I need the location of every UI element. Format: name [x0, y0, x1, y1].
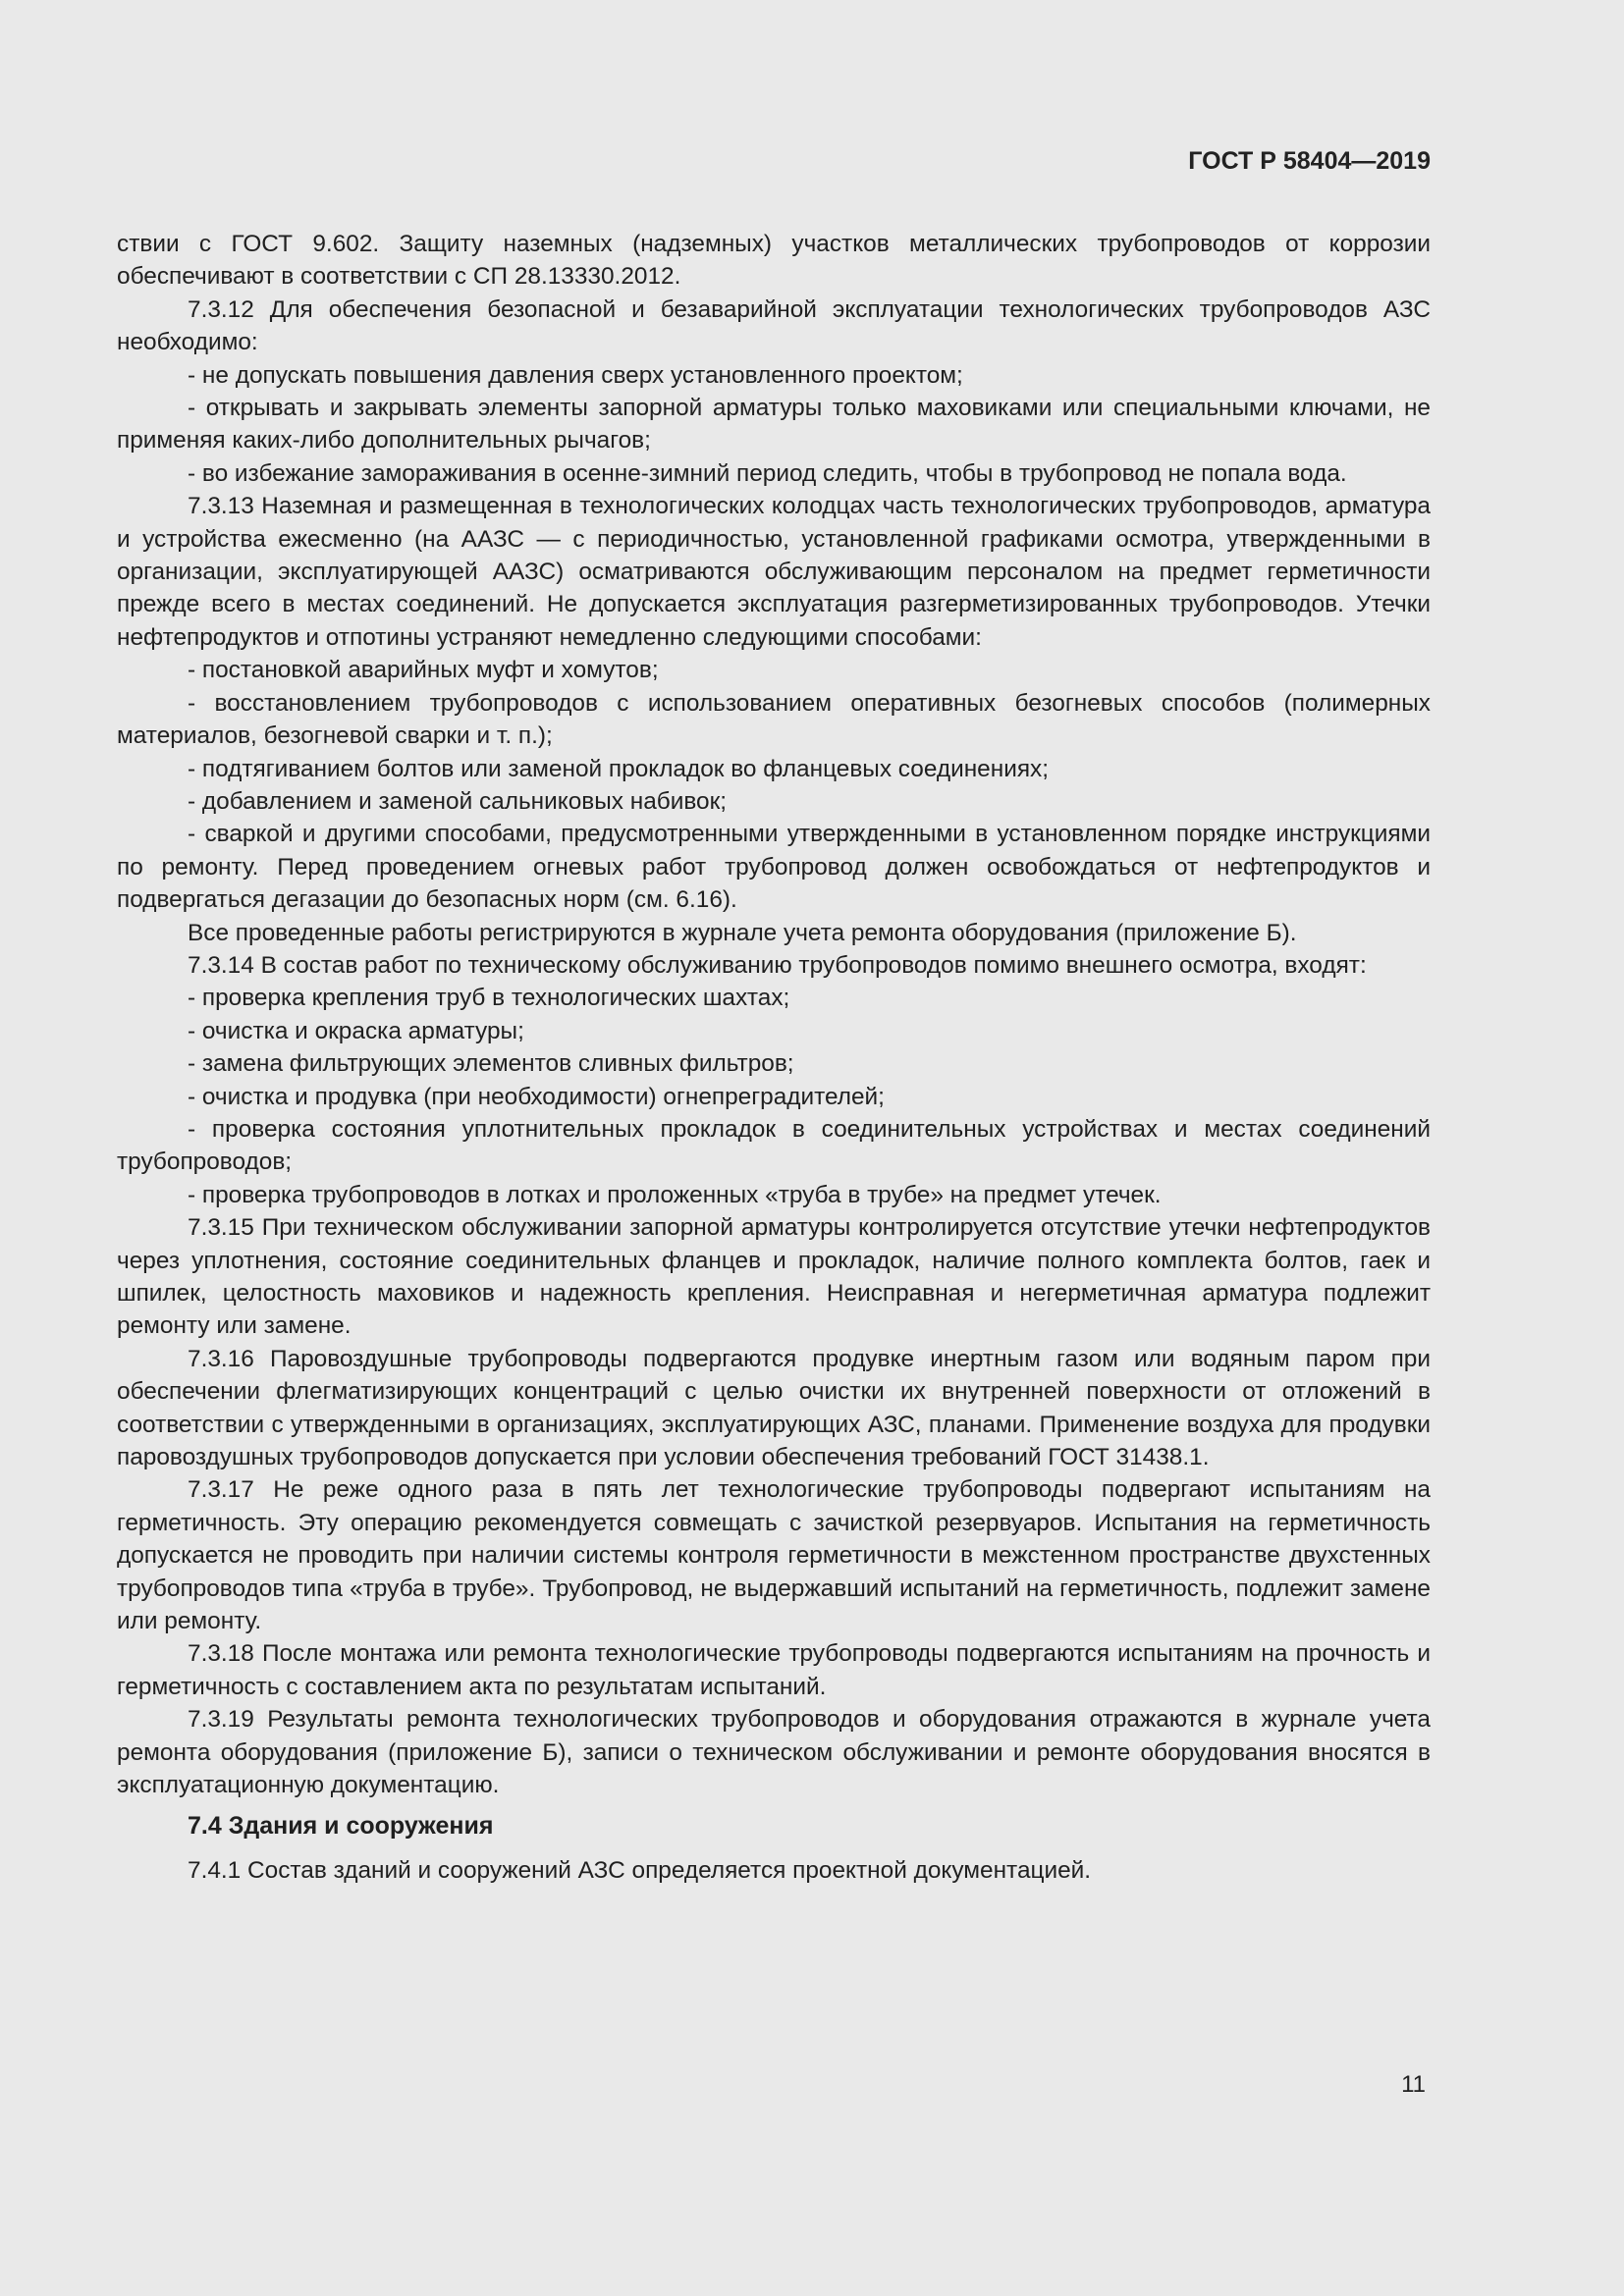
- list-item: - очистка и продувка (при необходимости) огнепреградителей;: [188, 1083, 885, 1110]
- paragraph: 7.3.12 Для обеспечения безопасной и безаварийной эксплуатации технологических трубопроводов АЗС необходимо:: [117, 295, 1431, 356]
- page-number: 11: [1401, 2071, 1426, 2098]
- list-item: - подтягиванием болтов или заменой прокладок во фланцевых соединениях;: [188, 755, 1050, 782]
- document-body: [117, 228, 1431, 1887]
- list-item: - очистка и окраска арматуры;: [188, 1017, 524, 1044]
- paragraph: 7.3.19 Результаты ремонта технологических трубопроводов и оборудования отражаются в журнале учета ремонта оборудования (приложение Б), записи о техническом обслуживании и ремонте оборудования вносятся в эксплуатационную документацию.: [117, 1706, 1431, 1799]
- list-item: - добавлением и заменой сальниковых набивок;: [188, 787, 728, 815]
- list-item: - не допускать повышения давления сверх установленного проектом;: [188, 361, 963, 389]
- list-item: - замена фильтрующих элементов сливных фильтров;: [188, 1050, 794, 1078]
- paragraph: 7.3.14 В состав работ по техническому обслуживанию трубопроводов помимо внешнего осмотра, входят:: [188, 951, 1367, 979]
- list-item: - во избежание замораживания в осенне-зимний период следить, чтобы в трубопровод не попала вода.: [188, 459, 1347, 487]
- list-item: - восстановлением трубопроводов с использованием оперативных безогневых способов (полимерных материалов, безогневой сварки и т. п.);: [117, 689, 1431, 750]
- list-item: - проверка состояния уплотнительных прокладок в соединительных устройствах и местах соединений трубопроводов;: [117, 1115, 1431, 1176]
- list-item: - проверка трубопроводов в лотках и проложенных «труба в трубе» на предмет утечек.: [188, 1181, 1162, 1208]
- paragraph: 7.3.15 При техническом обслуживании запорной арматуры контролируется отсутствие утечки нефтепродуктов через уплотнения, состояние соединительных фланцев и прокладок, наличие полного комплекта болтов, гаек и шпилек, целостность маховиков и надежность крепления. Неисправная и негерметичная арматура подлежит ремонту или замене.: [117, 1214, 1431, 1340]
- paragraph: ствии с ГОСТ 9.602. Защиту наземных (надземных) участков металлических трубопроводов от коррозии обеспечивают в соответствии с СП 28.13330.2012.: [117, 231, 1431, 291]
- list-item: - сваркой и другими способами, предусмотренными утвержденными в установленном порядке инструкциями по ремонту. Перед проведением огневых работ трубопровод должен освобождаться от нефтепродуктов и подвергаться дегазации до безопасных норм (см. 6.16).: [117, 821, 1431, 914]
- list-item: - постановкой аварийных муфт и хомутов;: [188, 657, 659, 684]
- paragraph: 7.3.16 Паровоздушные трубопроводы подвергаются продувке инертным газом или водяным паром при обеспечении флегматизирующих концентраций с целью очистки их внутренней поверхности от отложений в соответствии с утвержденными в организациях, эксплуатирующих АЗС, планами. Применение воздуха для продувки паровоздушных трубопроводов допускается при условии обеспечения требований ГОСТ 31438.1.: [117, 1345, 1431, 1471]
- paragraph: 7.3.13 Наземная и размещенная в технологических колодцах часть технологических трубопроводов, арматура и устройства ежесменно (на ААЗС — с периодичностью, установленной графиками осмотра, утвержденными в организации, эксплуатирующей ААЗС) осматриваются обслуживающим персоналом на предмет герметичности прежде всего в местах соединений. Не допускается эксплуатация разгерметизированных трубопроводов. Утечки нефтепродуктов и отпотины устраняют немедленно следующими способами:: [117, 493, 1431, 651]
- paragraph: 7.4.1 Состав зданий и сооружений АЗС определяется проектной документацией.: [188, 1856, 1092, 1884]
- list-item: - открывать и закрывать элементы запорной арматуры только маховиками или специальными ключами, не применяя каких-либо дополнительных рычагов;: [117, 395, 1431, 454]
- paragraph: 7.3.18 После монтажа или ремонта технологические трубопроводы подвергаются испытаниям на прочность и герметичность с составлением акта по результатам испытаний.: [117, 1640, 1431, 1700]
- document-header: ГОСТ Р 58404—2019: [1188, 147, 1431, 175]
- list-item: - проверка крепления труб в технологических шахтах;: [188, 985, 790, 1012]
- section-heading: 7.4 Здания и сооружения: [188, 1811, 494, 1840]
- paragraph: 7.3.17 Не реже одного раза в пять лет технологические трубопроводы подвергают испытаниям на герметичность. Эту операцию рекомендуется совмещать с зачисткой резервуаров. Испытания на герметичность допускается не проводить при наличии системы контроля герметичности в межстенном пространстве двухстенных трубопроводов типа «труба в трубе». Трубопровод, не выдержавший испытаний на герметичность, подлежит замене или ремонту.: [117, 1476, 1431, 1635]
- paragraph: Все проведенные работы регистрируются в журнале учета ремонта оборудования (приложение Б).: [188, 919, 1297, 946]
